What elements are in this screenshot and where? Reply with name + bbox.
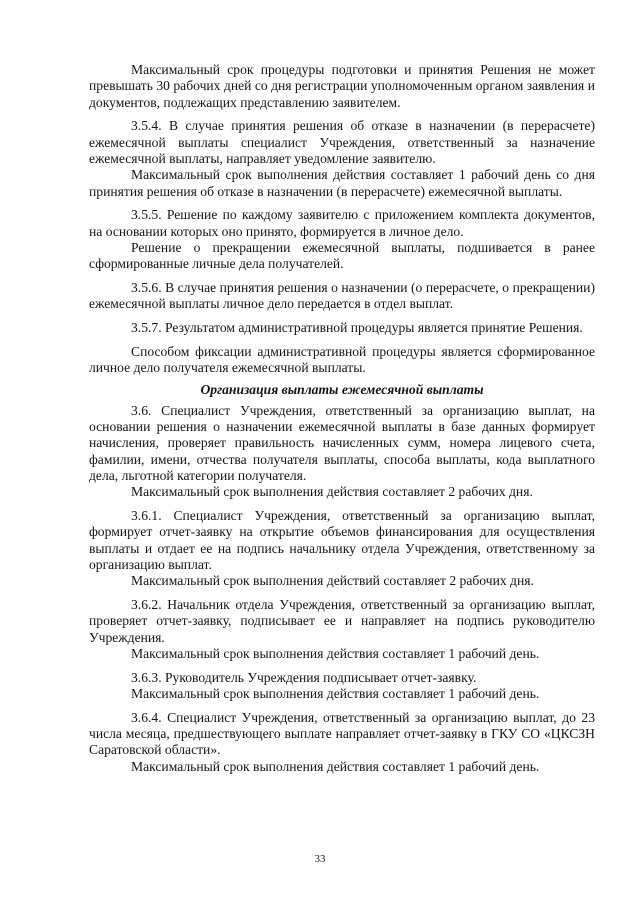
paragraph: Максимальный срок процедуры подготовки и принятия Решения не может превышать 30 рабочих дней со дня регистрации уполномоченным органом заявления и документов, подлежащих представлению заявителем. bbox=[89, 62, 595, 110]
paragraph: 3.6. Специалист Учреждения, ответственный за организацию выплат, на основании решения о назначении ежемесячной выплаты в базе данных формирует начисления, проверяет правильность начисленных сумм, номера лицевого счета, фамилии, имени, отчества получателя выплаты, способа выплаты, кода выплатного дела, льготной категории получателя. bbox=[89, 402, 595, 484]
paragraph: 3.5.7. Результатом административной процедуры является принятие Решения. bbox=[131, 320, 583, 336]
paragraph: 3.6.4. Специалист Учреждения, ответственный за организацию выплат, до 23 числа месяца, предшествующего выплате направляет отчет-заявку в ГКУ СО «ЦКСЗН Саратовской области». bbox=[89, 709, 595, 758]
paragraph: 3.5.6. В случае принятия решения о назначении (о перерасчете, о прекращении) ежемесячной выплаты личное дело передается в отдел выплат. bbox=[89, 280, 595, 312]
paragraph: 3.5.4. В случае принятия решения об отказе в назначении (в перерасчете) ежемесячной выплаты специалист Учреждения, ответственный за назначение ежемесячной выплаты, направляет уведомление заявителю. bbox=[89, 118, 595, 166]
page-number: 33 bbox=[314, 853, 326, 865]
paragraph: Максимальный срок выполнения действий составляет 2 рабочих дня. bbox=[131, 573, 534, 589]
paragraph: Максимальный срок выполнения действия составляет 2 рабочих дня. bbox=[131, 484, 533, 500]
paragraph: 3.6.3. Руководитель Учреждения подписывает отчет-заявку. bbox=[131, 669, 477, 685]
section-heading: Организация выплаты ежемесячной выплаты bbox=[200, 381, 484, 397]
paragraph: 3.6.2. Начальник отдела Учреждения, ответственный за организацию выплат, проверяет отчет-заявку, подписывает ее и направляет на подпись руководителю Учреждения. bbox=[89, 597, 595, 645]
paragraph: Решение о прекращении ежемесячной выплаты, подшивается в ранее сформированные личные дела получателей. bbox=[89, 239, 595, 272]
paragraph: Максимальный срок выполнения действия составляет 1 рабочий день. bbox=[131, 686, 540, 702]
paragraph: Максимальный срок выполнения действия составляет 1 рабочий день. bbox=[131, 646, 540, 661]
page-body bbox=[89, 62, 595, 775]
paragraph: 3.5.5. Решение по каждому заявителю с приложением комплекта документов, на основании которых оно принято, формируется в личное дело. bbox=[89, 207, 595, 239]
paragraph: 3.6.1. Специалист Учреждения, ответственный за организацию выплат, формирует отчет-заявку на открытие объемов финансирования для осуществления выплаты и отдает ее на подпись начальнику отдела Учреждения, ответственному за организацию выплат. bbox=[89, 508, 595, 573]
paragraph: Максимальный срок выполнения действия составляет 1 рабочий день со дня принятия решения об отказе в назначении (в перерасчете) ежемесячной выплаты. bbox=[89, 167, 595, 199]
paragraph: Максимальный срок выполнения действия составляет 1 рабочий день. bbox=[131, 758, 540, 774]
paragraph: Способом фиксации административной процедуры является сформированное личное дело получателя ежемесячной выплаты. bbox=[89, 343, 595, 376]
